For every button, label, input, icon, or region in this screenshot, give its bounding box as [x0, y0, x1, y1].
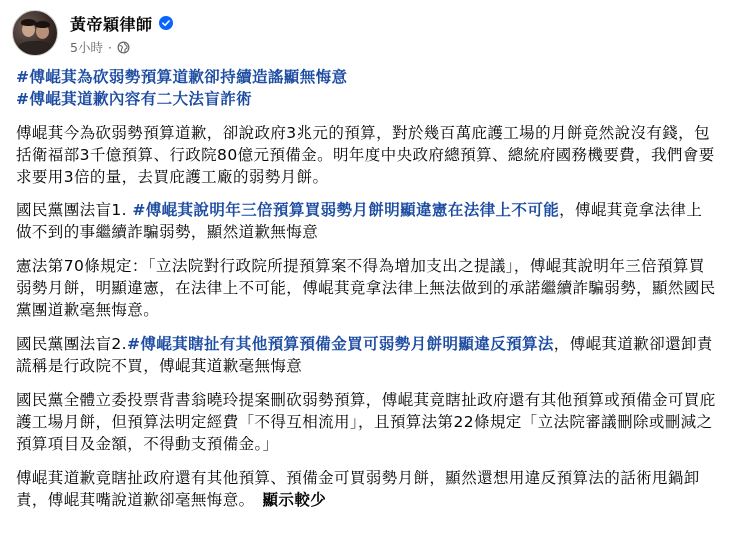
- author-avatar[interactable]: [12, 10, 58, 56]
- post-content: [16, 66, 716, 511]
- hashtag-block: [16, 66, 716, 110]
- see-less-button[interactable]: 顯示較少: [262, 491, 327, 509]
- paragraph-4-suffix: ，傅崐萁道歉卻還卸責謊稱是行政院不買，傅崐萁道歉毫無悔意: [16, 335, 713, 375]
- hashtag-link[interactable]: #傅崐萁道歉內容有二大法盲詐術: [16, 90, 252, 108]
- paragraph-3: 憲法第70條規定：「立法院對行政院所提預算案不得為增加支出之提議」，傅崐萁說明年三倍預算買弱勢月餅，明顯違憲，在法律上不可能，傅崐萁竟拿法律上無法做到的承諾繼續詐騙弱勢，顯然國民黨團道歉毫無悔意。: [16, 257, 716, 319]
- post-timestamp[interactable]: 5小時: [70, 40, 103, 55]
- meta-separator: ·: [107, 39, 112, 55]
- paragraph-2-suffix: ，傅崐萁竟拿法律上做不到的事繼續詐騙弱勢，顯然道歉無悔意: [16, 201, 703, 241]
- paragraph-1: 傅崐萁今為砍弱勢預算道歉，卻說政府3兆元的預算，對於幾百萬庇護工場的月餅竟然說沒有錢，包括衛福部3千億預算、行政院80億元預備金。明年度中央政府總預算、總統府國務機要費，我們會要求要用3倍的量，去買庇護工廠的弱勢月餅。: [16, 124, 715, 186]
- hashtag-link[interactable]: #傅崐萁說明年三倍預算買弱勢月餅明顯違憲在法律上不可能: [132, 201, 560, 219]
- post-header: [12, 4, 712, 60]
- hashtag-link[interactable]: #傅崐萁為砍弱勢預算道歉卻持續造謠顯無悔意: [16, 68, 348, 86]
- paragraph-4-prefix: 國民黨團法盲2.: [16, 335, 127, 353]
- hashtag-link[interactable]: #傅崐萁瞎扯有其他預算預備金買可弱勢月餅明顯違反預算法: [127, 335, 554, 353]
- author-name[interactable]: 黃帝穎律師: [70, 14, 153, 34]
- paragraph-2: [16, 199, 716, 243]
- verified-badge-icon: [159, 16, 173, 30]
- paragraph-5: 國民黨全體立委投票背書翁曉玲提案刪砍弱勢預算，傅崐萁竟瞎扯政府還有其他預算或預備金可買庇護工場月餅，但預算法明定經費「不得互相流用」，且預算法第22條規定「立法院審議刪除或刪減之預算項目及金額，不得動支預備金。」: [16, 391, 716, 453]
- paragraph-4: [16, 333, 716, 377]
- author-name-row: [70, 12, 173, 34]
- paragraph-2-prefix: 國民黨團法盲1.: [16, 201, 133, 219]
- post-meta: [70, 38, 130, 56]
- globe-icon[interactable]: [117, 41, 130, 54]
- paragraph-6-text: 傅崐萁道歉竟瞎扯政府還有其他預算、預備金可買弱勢月餅，顯然還想用違反預算法的話術甩鍋卸責，傅崐萁嘴說道歉卻毫無悔意。: [16, 469, 700, 509]
- paragraph-6: [16, 467, 716, 511]
